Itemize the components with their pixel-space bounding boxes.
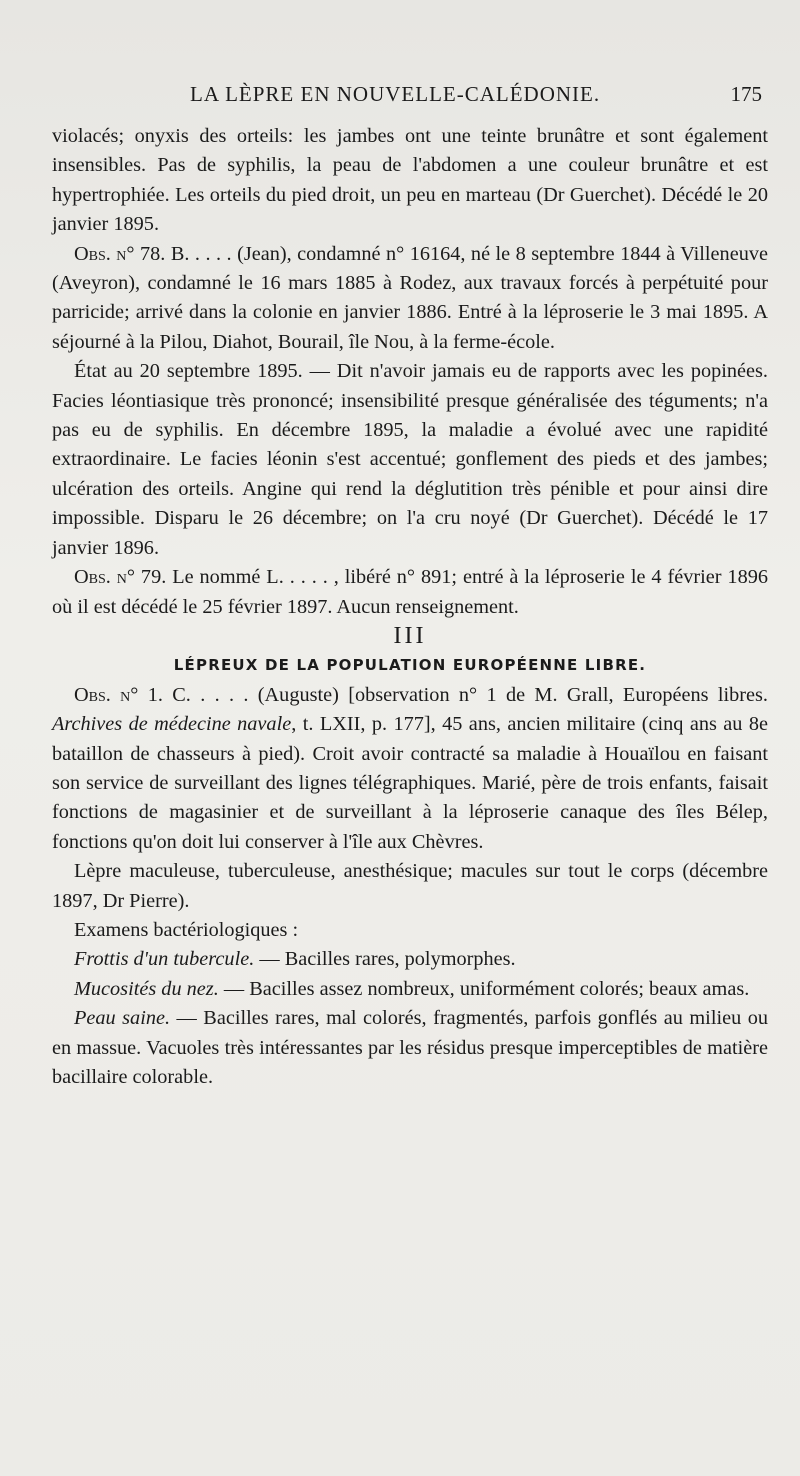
observation-label: Obs. n° 78. (74, 242, 166, 265)
paragraph-text: Examens bactériologiques : (74, 918, 299, 941)
observation-label: Obs. n° 79. (74, 566, 167, 589)
observation-text: , t. LXII, p. 177], 45 ans, ancien militaire (cinq ans au 8e bataillon de chasseurs à pied). Croit avoir contracté sa maladie à Houaïlou en faisant son service de surveillant des lignes télégraphiques. Marié, père de trois enfants, faisait fonctions de magasinier et de surveillant à la léproserie canaque des îles Bélep, fonctions qu'on doit lui conserver à l'île aux Chèvres. (52, 713, 769, 853)
observation-text: C. . . . . (Auguste) [observation n° 1 de M. Grall, Européens libres. (162, 683, 768, 706)
section-title: LÉPREUX DE LA POPULATION EUROPÉENNE LIBRE. (173, 656, 647, 675)
exam-mucosites (52, 975, 768, 1004)
body-text (52, 122, 768, 1092)
observation-text: B. . . . . (Jean), condamné n° 16164, né le 8 septembre 1844 à Villeneuve (Aveyron), condamné le 16 mars 1885 à Rodez, aux travaux forcés à perpétuité pour parricide; arrivé dans la colonie en janvier 1886. Entré à la léproserie le 3 mai 1895. A séjourné à la Pilou, Diahot, Bourail, île Nou, à la ferme-école. (52, 242, 768, 353)
exam-peau (52, 1004, 768, 1092)
exam-label: Mucosités du nez. (74, 977, 219, 1000)
exam-frottis (52, 945, 768, 974)
section-number: III (393, 622, 427, 649)
exam-text: — Bacilles rares, mal colorés, fragmentés, parfois gonflés au milieu ou en massue. Vacuoles très intéressantes par les résidus presque imperceptibles de matière bacillaire colorable. (52, 1007, 769, 1088)
page-number: 175 (730, 82, 762, 106)
page-header (110, 82, 770, 112)
paragraph-lepre (52, 857, 768, 916)
observation-text: Le nommé L. . . . . , libéré n° 891; entré à la léproserie le 4 février 1896 où il est décédé le 25 février 1897. Aucun renseignement. (52, 566, 768, 618)
paragraph-text: violacés; onyxis des orteils: les jambes ont une teinte brunâtre et sont également insensibles. Pas de syphilis, la peau de l'abdomen a une couleur brunâtre et est hypertrophiée. Les orteils du pied droit, un peu en marteau (Dr Guerchet). Décédé le 20 janvier 1895. (52, 125, 768, 236)
observation-label: Obs. n° 1. (74, 683, 163, 706)
paragraph-text: Lèpre maculeuse, tuberculeuse, anesthésique; macules sur tout le corps (décembre 1897, Dr Pierre). (52, 860, 768, 912)
paragraph-etat (52, 357, 768, 563)
paragraph-text: État au 20 septembre 1895. — Dit n'avoir jamais eu de rapports avec les popinées. Facies léontiasique très prononcé; insensibilité presque généralisée des téguments; n'a pas eu de syphilis. En décembre 1895, la maladie a évolué avec une rapidité extraordinaire. Le facies léonin s'est accentué; gonflement des pieds et des jambes; ulcération des orteils. Angine qui rend la déglutition très pénible et pour ainsi dire impossible. Disparu le 26 décembre; on l'a cru noyé (Dr Guerchet). Décédé le 17 janvier 1896. (52, 360, 768, 559)
observation-1 (52, 681, 768, 857)
paragraph-continuation (52, 122, 768, 240)
running-title: LA LÈPRE EN NOUVELLE-CALÉDONIE. (190, 82, 601, 106)
paragraph-examens (52, 916, 768, 945)
exam-text: — Bacilles assez nombreux, uniformément colorés; beaux amas. (218, 977, 750, 1000)
observation-79 (52, 563, 768, 622)
exam-label: Frottis d'un tubercule. (74, 948, 255, 971)
observation-78 (52, 240, 768, 358)
exam-text: — Bacilles rares, polymorphes. (254, 948, 516, 971)
journal-title: Archives de médecine navale (52, 713, 292, 736)
exam-label: Peau saine. (74, 1007, 171, 1030)
